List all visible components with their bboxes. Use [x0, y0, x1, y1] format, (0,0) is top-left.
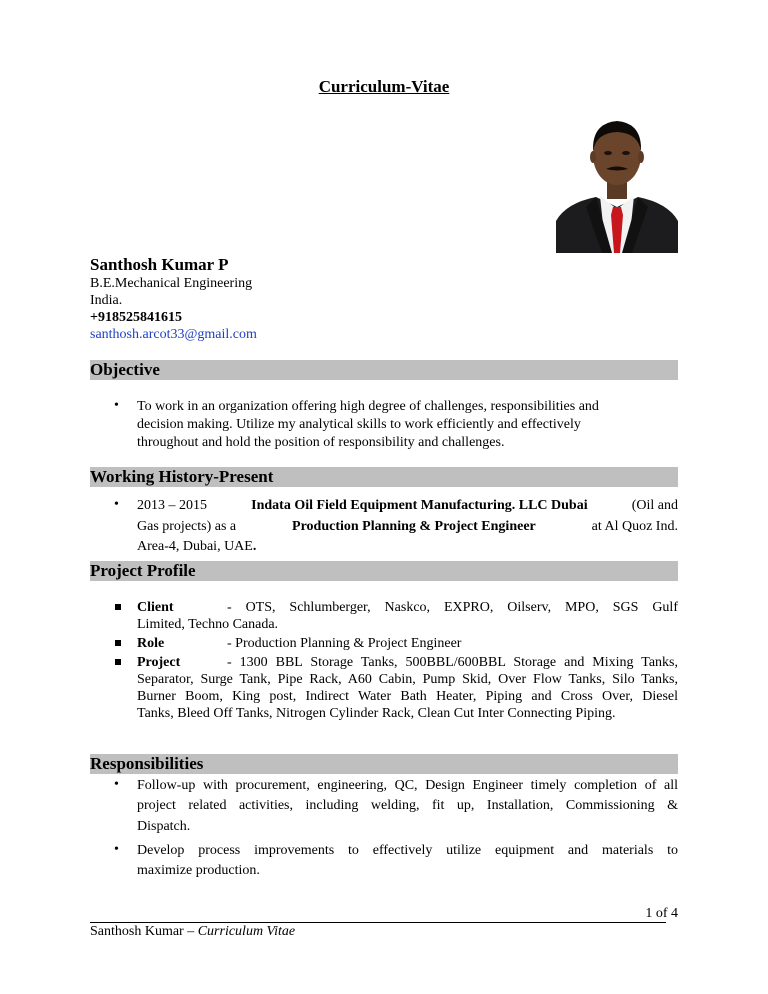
history-line-1	[137, 497, 678, 515]
section-working-history-heading: Working History-Present	[90, 467, 274, 486]
history-line-3	[137, 538, 256, 556]
phone-number: +918525841615	[90, 310, 182, 325]
bullet-icon: •	[114, 842, 119, 857]
footer-doc-label: Curriculum Vitae	[197, 924, 296, 939]
email-link[interactable]: santhosh.arcot33@gmail.com	[90, 327, 257, 342]
responsibility-2-line-2: maximize production.	[137, 863, 260, 878]
project-line-4: Tanks, Bleed Off Tanks, Nitrogen Cylinder Rack, Clean Cut Inter Connecting Piping.	[137, 706, 616, 721]
responsibility-2-line-1: Develop process improvements to effectively utilize equipment and materials to	[137, 843, 678, 858]
footer-text	[90, 924, 295, 940]
history-projects-note: (Oil and	[631, 498, 678, 513]
history-line2-post: at Al Quoz Ind.	[591, 519, 678, 534]
role-label: Role	[137, 636, 165, 651]
project-line-1: - 1300 BBL Storage Tanks, 500BBL/600BBL Storage and Mixing Tanks,	[227, 655, 678, 670]
objective-line-3: throughout and hold the position of responsibility and challenges.	[137, 435, 505, 450]
square-bullet-icon	[115, 604, 121, 610]
client-line-1: - OTS, Schlumberger, Naskco, EXPRO, Oilserv, MPO, SGS Gulf	[227, 600, 678, 615]
client-label: Client	[137, 600, 174, 615]
section-project-profile-heading: Project Profile	[90, 561, 196, 580]
history-company: Indata Oil Field Equipment Manufacturing. LLC Dubai	[251, 498, 588, 513]
footer-divider	[90, 922, 666, 923]
page-number: 1 of 4	[645, 906, 678, 921]
candidate-name: Santhosh Kumar P	[90, 255, 229, 274]
history-role: Production Planning & Project Engineer	[292, 519, 536, 534]
square-bullet-icon	[115, 659, 121, 665]
project-line-2: Separator, Surge Tank, Pipe Rack, A60 Cabin, Pump Skid, Over Flow Tanks, Silo Tanks,	[137, 672, 678, 687]
section-working-history	[90, 467, 678, 487]
document-title: Curriculum-Vitae	[318, 77, 450, 96]
bullet-icon: •	[114, 777, 119, 792]
client-line-2: Limited, Techno Canada.	[137, 617, 279, 632]
section-objective	[90, 360, 678, 380]
section-project-profile	[90, 561, 678, 581]
profile-photo-illustration	[556, 103, 678, 253]
bullet-icon: •	[114, 398, 119, 413]
project-line-3: Burner Boom, King post, Indirect Water Bath Heater, Piping and Cross Over, Diesel	[137, 689, 678, 704]
history-location-end: .	[252, 539, 257, 554]
section-responsibilities	[90, 754, 678, 774]
project-label: Project	[137, 655, 181, 670]
square-bullet-icon	[115, 640, 121, 646]
profile-photo	[556, 103, 678, 253]
role-value: - Production Planning & Project Engineer	[227, 636, 462, 651]
country: India.	[90, 293, 123, 308]
responsibility-1-line-2: project related activities, including welding, fit up, Installation, Commissioning &	[137, 798, 678, 813]
footer-author: Santhosh Kumar –	[90, 924, 198, 939]
responsibility-1-line-3: Dispatch.	[137, 819, 191, 834]
bullet-icon: •	[114, 497, 119, 512]
objective-line-1: To work in an organization offering high degree of challenges, responsibilities and	[137, 399, 599, 414]
history-line2-pre: Gas projects) as a	[137, 519, 237, 534]
section-responsibilities-heading: Responsibilities	[90, 754, 204, 773]
history-location: Area-4, Dubai, UAE	[137, 539, 253, 554]
history-years: 2013 – 2015	[137, 498, 207, 513]
degree: B.E.Mechanical Engineering	[90, 276, 253, 291]
objective-line-2: decision making. Utilize my analytical skills to work efficiently and effectively	[137, 417, 581, 432]
responsibility-1-line-1: Follow-up with procurement, engineering, QC, Design Engineer timely completion of all	[137, 778, 678, 793]
section-objective-heading: Objective	[90, 360, 160, 379]
history-line-2	[137, 518, 678, 536]
